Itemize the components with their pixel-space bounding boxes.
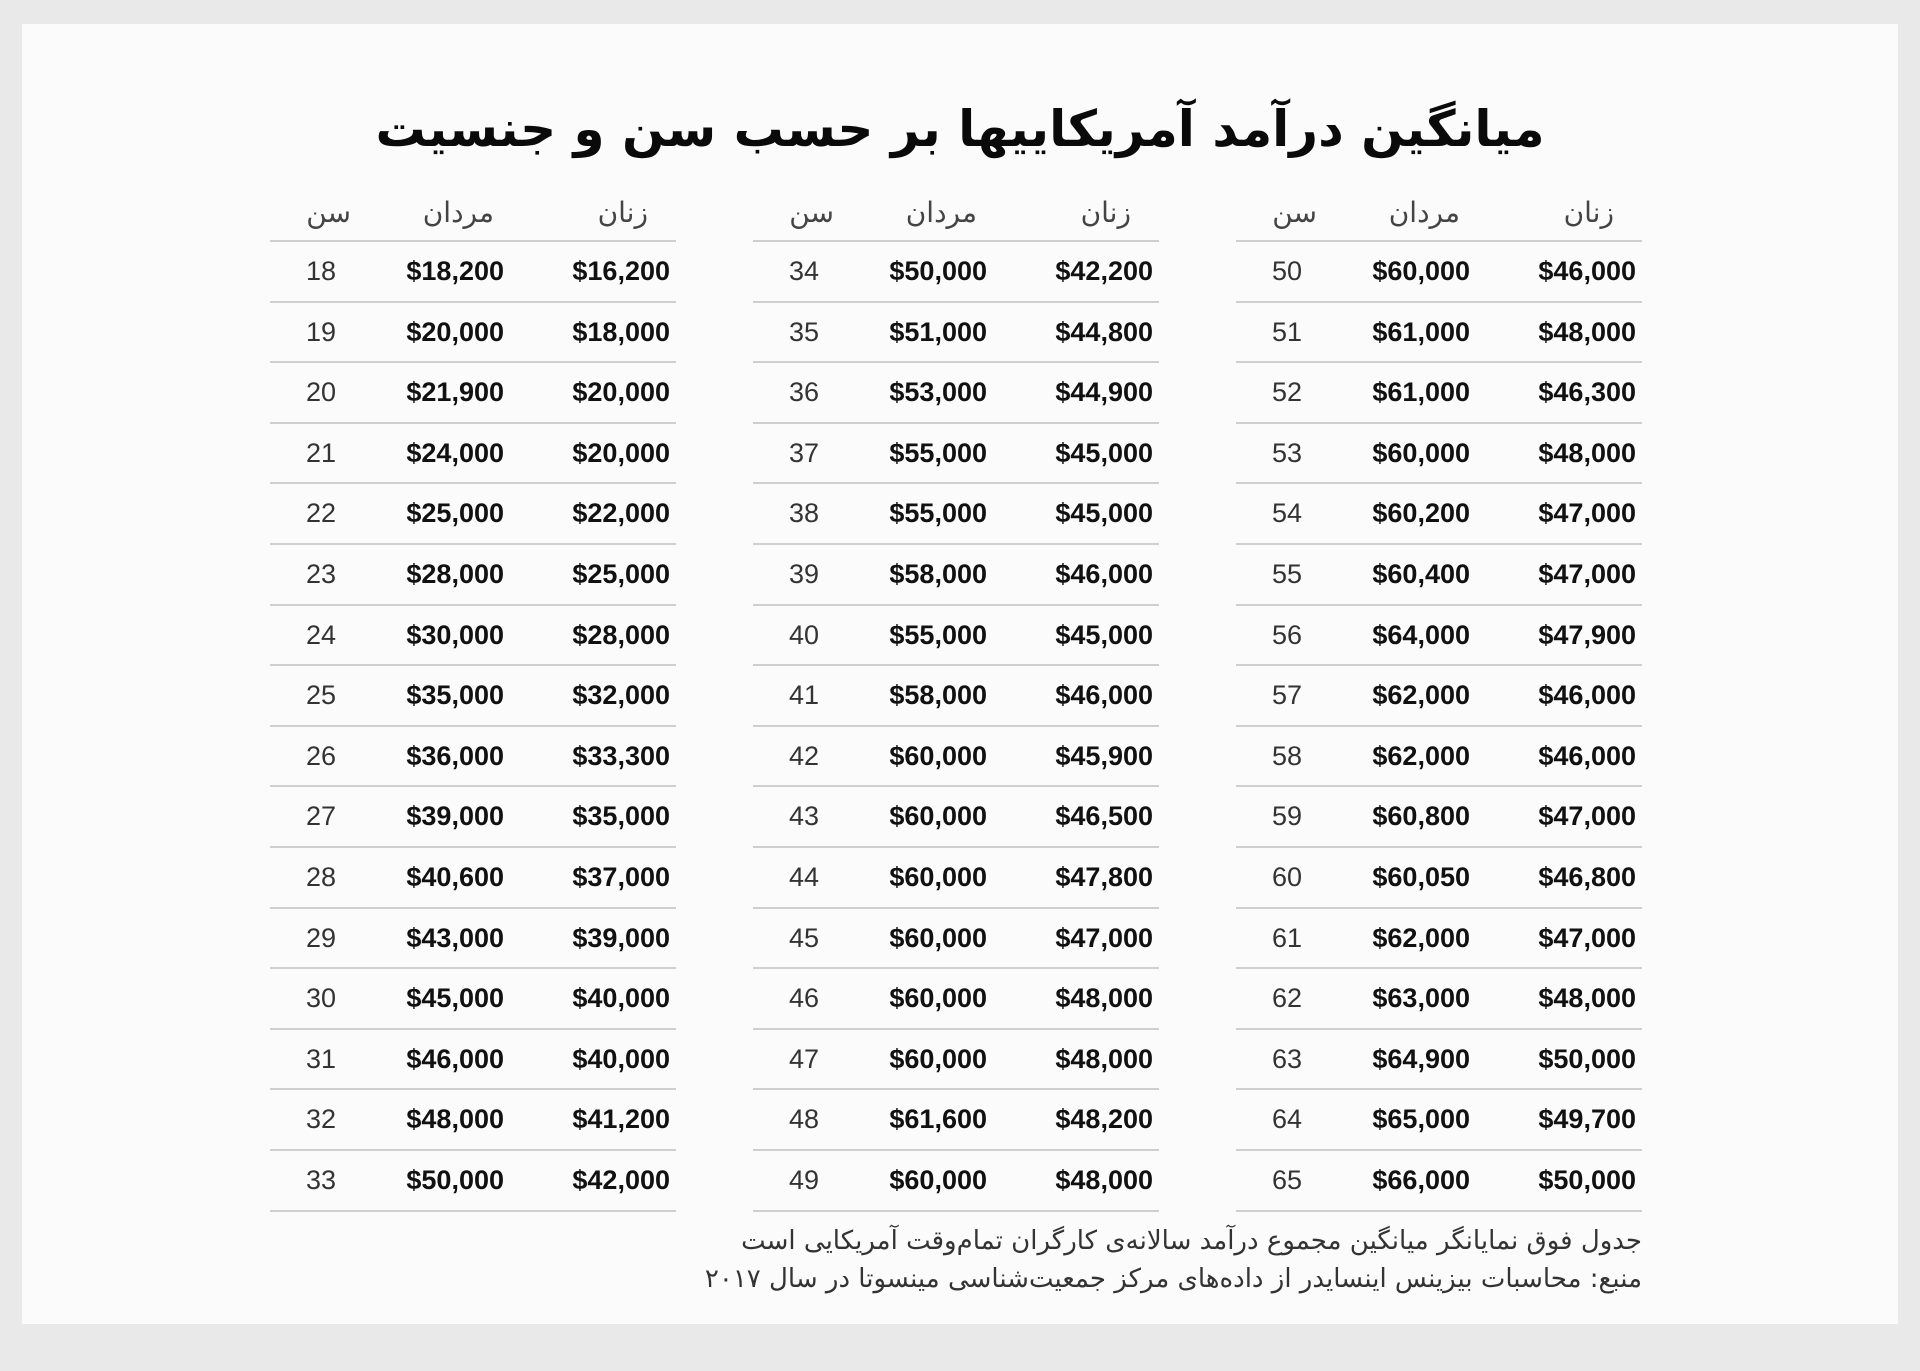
cell-age: 64 — [1271, 1104, 1302, 1135]
table-row — [1236, 242, 1642, 303]
table-row — [1236, 303, 1642, 364]
cell-women: $18,000 — [572, 316, 670, 347]
header-age: سن — [1272, 196, 1317, 229]
cell-age: 26 — [305, 740, 336, 771]
table-row — [1236, 666, 1642, 727]
cell-women: $42,000 — [572, 1164, 670, 1195]
cell-men: $64,900 — [1372, 1043, 1470, 1074]
cell-men: $60,400 — [1372, 558, 1470, 589]
table-row — [1236, 909, 1642, 970]
cell-women: $33,300 — [572, 740, 670, 771]
table-row — [753, 1030, 1159, 1091]
cell-women: $42,200 — [1055, 256, 1153, 286]
cell-women: $28,000 — [572, 619, 670, 650]
cell-women: $46,000 — [1055, 558, 1153, 589]
cell-men: $62,000 — [1372, 922, 1470, 953]
cell-women: $47,000 — [1538, 801, 1636, 832]
cell-age: 53 — [1271, 437, 1302, 468]
cell-men: $58,000 — [889, 680, 987, 711]
header-women: زنان — [1080, 196, 1131, 229]
cell-men: $28,000 — [406, 558, 504, 589]
cell-men: $61,600 — [889, 1104, 987, 1135]
table-row — [753, 424, 1159, 485]
cell-women: $20,000 — [572, 377, 670, 408]
table-row — [1236, 1151, 1642, 1212]
cell-age: 54 — [1271, 498, 1302, 529]
table-row — [1236, 1030, 1642, 1091]
cell-women: $48,000 — [1538, 983, 1636, 1014]
cell-age: 25 — [305, 680, 336, 711]
cell-age: 57 — [1271, 680, 1302, 711]
table-row — [753, 909, 1159, 970]
header-age: سن — [306, 196, 351, 229]
header-men: مردان — [1388, 196, 1460, 229]
table-row — [753, 727, 1159, 788]
cell-women: $46,800 — [1538, 861, 1636, 892]
cell-age: 47 — [788, 1043, 819, 1074]
cell-women: $48,000 — [1538, 437, 1636, 468]
cell-age: 63 — [1271, 1043, 1302, 1074]
table-row — [270, 969, 676, 1030]
cell-women: $46,000 — [1538, 256, 1636, 286]
cell-men: $60,000 — [1372, 256, 1470, 286]
cell-women: $45,000 — [1055, 437, 1153, 468]
table-row — [1236, 424, 1642, 485]
cell-age: 61 — [1271, 922, 1302, 953]
table-body — [1236, 242, 1642, 1212]
cell-women: $37,000 — [572, 861, 670, 892]
cell-women: $46,500 — [1055, 801, 1153, 832]
table-header — [270, 190, 676, 242]
table-row — [1236, 484, 1642, 545]
cell-women: $41,200 — [572, 1104, 670, 1135]
cell-men: $20,000 — [406, 316, 504, 347]
table-row — [1236, 545, 1642, 606]
cell-women: $20,000 — [572, 437, 670, 468]
footnote-source: منبع: محاسبات بیزینس اینسایدر از داده‌های مرکز جمعیت‌شناسی مینسوتا در سال ۲۰۱۷ — [704, 1264, 1642, 1294]
table-header — [753, 190, 1159, 242]
cell-women: $48,000 — [1538, 316, 1636, 347]
table-row — [753, 242, 1159, 303]
cell-men: $62,000 — [1372, 740, 1470, 771]
cell-men: $46,000 — [406, 1043, 504, 1074]
cell-men: $60,000 — [889, 740, 987, 771]
cell-men: $43,000 — [406, 922, 504, 953]
table-row — [753, 848, 1159, 909]
cell-women: $35,000 — [572, 801, 670, 832]
cell-women: $47,000 — [1538, 558, 1636, 589]
cell-men: $36,000 — [406, 740, 504, 771]
cell-age: 20 — [305, 377, 336, 408]
cell-men: $60,050 — [1372, 861, 1470, 892]
cell-age: 42 — [788, 740, 819, 771]
cell-women: $44,800 — [1055, 316, 1153, 347]
table-row — [270, 545, 676, 606]
table-row — [270, 909, 676, 970]
table-row — [270, 848, 676, 909]
table-row — [1236, 787, 1642, 848]
cell-men: $50,000 — [406, 1164, 504, 1195]
cell-men: $55,000 — [889, 437, 987, 468]
table-row — [270, 727, 676, 788]
table-row — [270, 606, 676, 667]
cell-men: $60,000 — [1372, 437, 1470, 468]
cell-men: $51,000 — [889, 316, 987, 347]
header-age: سن — [789, 196, 834, 229]
cell-women: $45,900 — [1055, 740, 1153, 771]
cell-women: $47,000 — [1538, 922, 1636, 953]
table-row — [1236, 606, 1642, 667]
cell-age: 45 — [788, 922, 819, 953]
cell-women: $47,000 — [1055, 922, 1153, 953]
table-row — [270, 424, 676, 485]
table-row — [753, 1090, 1159, 1151]
cell-women: $40,000 — [572, 1043, 670, 1074]
cell-women: $22,000 — [572, 498, 670, 529]
table-row — [1236, 848, 1642, 909]
cell-women: $32,000 — [572, 680, 670, 711]
cell-men: $62,000 — [1372, 680, 1470, 711]
cell-age: 19 — [305, 316, 336, 347]
cell-age: 46 — [788, 983, 819, 1014]
cell-men: $60,000 — [889, 922, 987, 953]
cell-women: $16,200 — [572, 256, 670, 286]
cell-age: 62 — [1271, 983, 1302, 1014]
table-row — [1236, 727, 1642, 788]
cell-men: $48,000 — [406, 1104, 504, 1135]
cell-age: 27 — [305, 801, 336, 832]
cell-age: 35 — [788, 316, 819, 347]
cell-women: $48,000 — [1055, 1164, 1153, 1195]
cell-age: 36 — [788, 377, 819, 408]
cell-age: 38 — [788, 498, 819, 529]
cell-women: $49,700 — [1538, 1104, 1636, 1135]
cell-age: 52 — [1271, 377, 1302, 408]
cell-age: 32 — [305, 1104, 336, 1135]
cell-age: 34 — [788, 256, 819, 286]
table-block-ages-34-49 — [753, 190, 1159, 1212]
cell-women: $45,000 — [1055, 619, 1153, 650]
table-row — [270, 363, 676, 424]
table-row — [753, 606, 1159, 667]
cell-women: $45,000 — [1055, 498, 1153, 529]
cell-women: $47,900 — [1538, 619, 1636, 650]
header-men: مردان — [905, 196, 977, 229]
cell-women: $50,000 — [1538, 1043, 1636, 1074]
cell-men: $58,000 — [889, 558, 987, 589]
cell-age: 56 — [1271, 619, 1302, 650]
header-men: مردان — [422, 196, 494, 229]
cell-men: $25,000 — [406, 498, 504, 529]
cell-men: $45,000 — [406, 983, 504, 1014]
cell-women: $25,000 — [572, 558, 670, 589]
cell-age: 55 — [1271, 558, 1302, 589]
cell-age: 51 — [1271, 316, 1302, 347]
table-row — [1236, 969, 1642, 1030]
cell-men: $35,000 — [406, 680, 504, 711]
cell-men: $60,000 — [889, 861, 987, 892]
cell-women: $46,000 — [1055, 680, 1153, 711]
cell-women: $48,000 — [1055, 983, 1153, 1014]
cell-age: 30 — [305, 983, 336, 1014]
cell-men: $39,000 — [406, 801, 504, 832]
cell-women: $44,900 — [1055, 377, 1153, 408]
cell-men: $55,000 — [889, 498, 987, 529]
cell-women: $40,000 — [572, 983, 670, 1014]
cell-age: 40 — [788, 619, 819, 650]
table-row — [270, 787, 676, 848]
table-body — [753, 242, 1159, 1212]
cell-men: $53,000 — [889, 377, 987, 408]
cell-age: 43 — [788, 801, 819, 832]
cell-age: 60 — [1271, 861, 1302, 892]
cell-men: $61,000 — [1372, 377, 1470, 408]
table-row — [753, 363, 1159, 424]
cell-age: 28 — [305, 861, 336, 892]
cell-women: $50,000 — [1538, 1164, 1636, 1195]
table-row — [270, 1030, 676, 1091]
cell-age: 37 — [788, 437, 819, 468]
cell-women: $48,000 — [1055, 1043, 1153, 1074]
cell-men: $50,000 — [889, 256, 987, 286]
page-title: میانگین درآمد آمریکاییها بر حسب سن و جنسیت — [375, 100, 1545, 158]
cell-age: 31 — [305, 1043, 336, 1074]
table-row — [753, 1151, 1159, 1212]
footnote — [705, 1222, 1642, 1298]
cell-men: $60,800 — [1372, 801, 1470, 832]
table-row — [270, 242, 676, 303]
cell-women: $39,000 — [572, 922, 670, 953]
header-women: زنان — [1563, 196, 1614, 229]
cell-age: 49 — [788, 1164, 819, 1195]
cell-men: $18,200 — [406, 256, 504, 286]
cell-women: $47,800 — [1055, 861, 1153, 892]
table-block-ages-18-33 — [270, 190, 676, 1212]
cell-men: $24,000 — [406, 437, 504, 468]
table-row — [1236, 1090, 1642, 1151]
cell-age: 41 — [788, 680, 819, 711]
cell-men: $66,000 — [1372, 1164, 1470, 1195]
table-row — [753, 666, 1159, 727]
table-row — [753, 969, 1159, 1030]
table-row — [270, 303, 676, 364]
cell-age: 39 — [788, 558, 819, 589]
cell-age: 44 — [788, 861, 819, 892]
cell-age: 33 — [305, 1164, 336, 1195]
cell-men: $64,000 — [1372, 619, 1470, 650]
cell-women: $48,200 — [1055, 1104, 1153, 1135]
cell-women: $47,000 — [1538, 498, 1636, 529]
table-row — [753, 545, 1159, 606]
table-row — [270, 484, 676, 545]
table-row — [753, 484, 1159, 545]
footnote-description: جدول فوق نمایانگر میانگین مجموع درآمد سالانه‌ی کارگران تمام‌وقت آمریکایی است — [741, 1226, 1642, 1256]
cell-age: 65 — [1271, 1164, 1302, 1195]
cell-men: $60,200 — [1372, 498, 1470, 529]
header-women: زنان — [597, 196, 648, 229]
cell-age: 24 — [305, 619, 336, 650]
cell-women: $46,000 — [1538, 680, 1636, 711]
cell-men: $60,000 — [889, 983, 987, 1014]
cell-men: $65,000 — [1372, 1104, 1470, 1135]
table-body — [270, 242, 676, 1212]
table-row — [1236, 363, 1642, 424]
cell-men: $21,900 — [406, 377, 504, 408]
cell-men: $60,000 — [889, 1164, 987, 1195]
table-row — [753, 787, 1159, 848]
cell-age: 48 — [788, 1104, 819, 1135]
table-row — [270, 666, 676, 727]
cell-age: 50 — [1271, 256, 1302, 286]
cell-age: 21 — [305, 437, 336, 468]
cell-men: $60,000 — [889, 801, 987, 832]
cell-men: $60,000 — [889, 1043, 987, 1074]
table-block-ages-50-65 — [1236, 190, 1642, 1212]
cell-men: $63,000 — [1372, 983, 1470, 1014]
cell-age: 23 — [305, 558, 336, 589]
cell-age: 58 — [1271, 740, 1302, 771]
cell-men: $61,000 — [1372, 316, 1470, 347]
cell-men: $30,000 — [406, 619, 504, 650]
cell-age: 29 — [305, 922, 336, 953]
cell-age: 22 — [305, 498, 336, 529]
cell-age: 59 — [1271, 801, 1302, 832]
table-row — [270, 1151, 676, 1212]
cell-women: $46,300 — [1538, 377, 1636, 408]
table-row — [753, 303, 1159, 364]
cell-age: 18 — [305, 256, 336, 286]
cell-men: $40,600 — [406, 861, 504, 892]
table-row — [270, 1090, 676, 1151]
cell-women: $46,000 — [1538, 740, 1636, 771]
table-header — [1236, 190, 1642, 242]
cell-men: $55,000 — [889, 619, 987, 650]
